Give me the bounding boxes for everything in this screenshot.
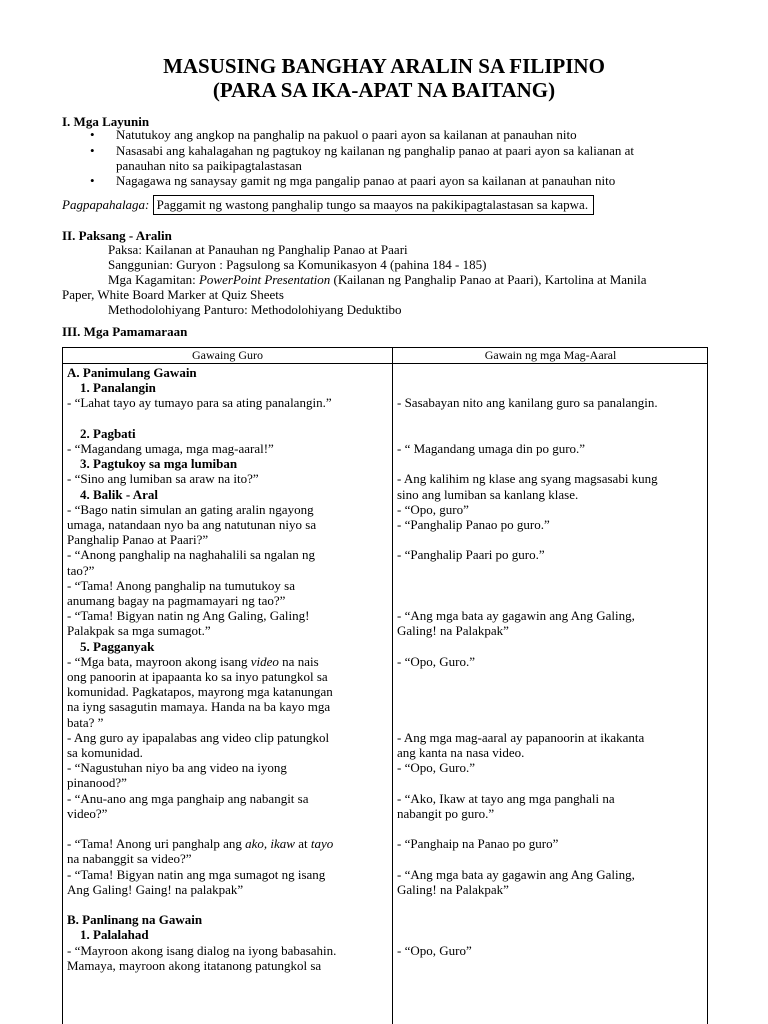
magaaral-line: - “Ako, Ikaw at tayo ang mga panghali na bbox=[397, 790, 615, 806]
guro-section-heading: 2. Pagbati bbox=[67, 425, 136, 441]
guro-line: - “Anong panghalip na naghahalili sa ngalan ng bbox=[67, 547, 316, 563]
column-header-guro: Gawaing Guro bbox=[192, 348, 263, 362]
sanggunian-text: Sanggunian: Guryon : Pagsulong sa Komunikasyon 4 (pahina 184 - 185) bbox=[108, 257, 487, 272]
magaaral-line: sino ang lumiban sa kanlang klase. bbox=[397, 486, 579, 502]
magaaral-line: Galing! na Palakpak” bbox=[397, 623, 509, 639]
guro-line: - “Tama! Anong panghalip na tumutukoy sa bbox=[67, 577, 295, 593]
guro-line: bata? ” bbox=[67, 714, 104, 730]
magaaral-line: - “Opo, guro” bbox=[397, 501, 469, 517]
layunin-text: Natutukoy ang angkop na panghalip na pakuol o paari ayon sa kailanan at panauhan nito bbox=[116, 127, 577, 142]
guro-line: komunidad. Pagkatapos, mayrong mga katanungan bbox=[67, 684, 333, 700]
pamamaraan-table bbox=[62, 347, 708, 1024]
magaaral-line: Galing! na Palakpak” bbox=[397, 881, 509, 897]
magaaral-line: - “Panghalip Panao po guro.” bbox=[397, 517, 550, 532]
magaaral-line: - “Opo, Guro.” bbox=[397, 760, 475, 776]
guro-line: Palakpak sa mga sumagot.” bbox=[67, 623, 211, 639]
guro-line: - “Lahat tayo ay tumayo para sa ating panalangin.” bbox=[67, 395, 332, 411]
guro-line: - “Mayroon akong isang dialog na iyong babasahin. bbox=[67, 942, 337, 958]
layunin-text: Nagagawa ng sanaysay gamit ng mga pangalip panao at paari ayon sa kailanan at panauhan nito bbox=[116, 173, 616, 188]
column-divider bbox=[392, 348, 393, 1024]
guro-section-heading: 1. Palalahad bbox=[67, 927, 149, 943]
paksa-text: Paksa: Kailanan at Panauhan ng Panghalip Panao at Paari bbox=[108, 242, 408, 257]
magaaral-line: - “Ang mga bata ay gagawin ang Ang Galing, bbox=[397, 608, 635, 624]
magaaral-line: ang kanta na nasa video. bbox=[397, 745, 525, 760]
guro-section-heading: 4. Balik - Aral bbox=[67, 486, 159, 502]
guro-line: - “Nagustuhan niyo ba ang video na iyong bbox=[67, 760, 287, 776]
guro-line: - “Anu-ano ang mga panghaip ang nabangit sa bbox=[67, 790, 309, 806]
magaaral-line: - Ang kalihim ng klase ang syang magsasabi kung bbox=[397, 471, 658, 487]
guro-line: na iyng sasagutin mamaya. Handa na ba kayo mga bbox=[67, 699, 331, 715]
guro-section-heading: 5. Pagganyak bbox=[67, 638, 155, 654]
bullet-glyph: • bbox=[90, 127, 95, 142]
pamamaraan-heading: III. Mga Pamamaraan bbox=[62, 324, 188, 339]
kagamitan-text bbox=[108, 272, 647, 288]
document-title: MASUSING BANGHAY ARALIN SA FILIPINO bbox=[163, 54, 605, 78]
guro-line: Ang Galing! Gaing! na palakpak” bbox=[67, 881, 244, 897]
magaaral-line: - Ang mga mag-aaral ay papanoorin at ikakanta bbox=[397, 729, 645, 745]
magaaral-line: - “ Magandang umaga din po guro.” bbox=[397, 441, 586, 456]
pagpapahalaga-label: Pagpapahalaga: bbox=[62, 197, 150, 212]
guro-section-heading: B. Panlinang na Gawain bbox=[67, 912, 203, 928]
layunin-text: Nasasabi ang kahalagahan ng pagtukoy ng kailanan ng panghalip panao at paari ayon sa kalianan at bbox=[116, 143, 635, 158]
magaaral-line: - “Ang mga bata ay gagawin ang Ang Galing, bbox=[397, 866, 635, 882]
guro-line: umaga, natandaan nyo ba ang natutunan niyo sa bbox=[67, 517, 317, 532]
document-subtitle: (PARA SA IKA-APAT NA BAITANG) bbox=[212, 78, 556, 102]
guro-line: - “Tama! Bigyan natin ang mga sumagot ng isang bbox=[67, 866, 326, 882]
guro-section-heading: A. Panimulang Gawain bbox=[67, 365, 197, 380]
guro-section-heading: 1. Panalangin bbox=[67, 380, 156, 396]
layunin-heading: I. Mga Layunin bbox=[62, 114, 150, 129]
guro-line: pinanood?” bbox=[67, 775, 127, 791]
guro-line: anumang bagay na pagmamayari ng tao?” bbox=[67, 593, 286, 608]
bullet-glyph: • bbox=[90, 143, 95, 158]
kagamitan-rest: (Kailanan ng Panghalip Panao at Paari), Kartolina at Manila bbox=[330, 272, 647, 287]
pagpapahalaga bbox=[62, 197, 594, 213]
guro-line: Mamaya, mayroon akong itatanong patungkol sa bbox=[67, 957, 322, 973]
paksang-heading: II. Paksang - Aralin bbox=[62, 228, 172, 243]
magaaral-line: - “Panghalip Paari po guro.” bbox=[397, 547, 545, 563]
guro-line: - “Tama! Anong uri panghalp ang ako, ikaw at tayo bbox=[67, 836, 334, 852]
guro-line: na nabanggit sa video?” bbox=[67, 851, 192, 867]
header-divider bbox=[63, 363, 707, 364]
magaaral-line: - Sasabayan nito ang kanilang guro sa panalangin. bbox=[397, 395, 658, 411]
guro-line: - Ang guro ay ipapalabas ang video clip patungkol bbox=[67, 729, 330, 745]
guro-line: ong panoorin at ipapaanta ko sa inyo patungkol sa bbox=[67, 669, 328, 684]
guro-section-heading: 3. Pagtukoy sa mga lumiban bbox=[67, 456, 238, 472]
guro-line: sa komunidad. bbox=[67, 745, 143, 760]
magaaral-line: - “Opo, Guro” bbox=[397, 942, 472, 958]
kagamitan-label: Mga Kagamitan: bbox=[108, 272, 199, 287]
magaaral-line: - “Panghaip na Panao po guro” bbox=[397, 836, 559, 852]
methodolohiya-text: Methodolohiyang Panturo: Methodolohiyang Deduktibo bbox=[108, 302, 402, 317]
magaaral-line: - “Opo, Guro.” bbox=[397, 653, 475, 669]
pagpapahalaga-box: Paggamit ng wastong panghalip tungo sa maayos na pakikipagtalastasan sa kapwa. bbox=[153, 195, 594, 215]
magaaral-line: nabangit po guro.” bbox=[397, 805, 495, 821]
layunin-text-continuation: panauhan nito sa paikipagtalastasan bbox=[116, 158, 302, 173]
kagamitan-continuation: Paper, White Board Marker at Quiz Sheets bbox=[62, 287, 284, 302]
guro-line: - “Tama! Bigyan natin ng Ang Galing, Galing! bbox=[67, 608, 310, 624]
guro-line: - “Sino ang lumiban sa araw na ito?” bbox=[67, 471, 259, 487]
guro-line: - “Mga bata, mayroon akong isang video na nais bbox=[67, 653, 319, 669]
column-header-magaaral: Gawain ng mga Mag-Aaral bbox=[484, 348, 617, 362]
guro-line: - “Magandang umaga, mga mag-aaral!” bbox=[67, 441, 274, 456]
bullet-glyph: • bbox=[90, 173, 95, 188]
guro-line: Panghalip Panao at Paari?” bbox=[67, 532, 209, 548]
kagamitan-italic: PowerPoint Presentation bbox=[198, 272, 331, 287]
guro-line: video?” bbox=[67, 805, 108, 821]
guro-line: tao?” bbox=[67, 562, 95, 578]
guro-line: - “Bago natin simulan an gating aralin ngayong bbox=[67, 501, 314, 517]
